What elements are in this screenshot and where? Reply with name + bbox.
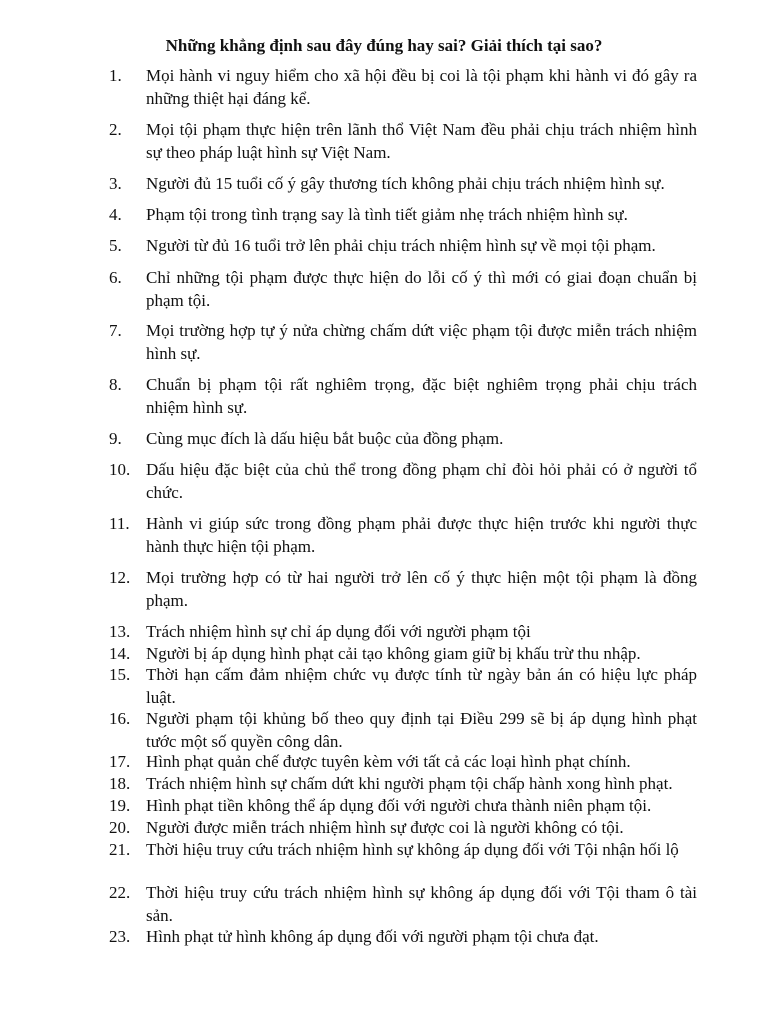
item-text: Mọi trường hợp tự ý nửa chừng chấm dứt việc phạm tội được miễn trách nhiệm hình sự.: [146, 321, 697, 363]
item-number: 4.: [109, 205, 122, 224]
item-number: 12.: [109, 568, 131, 587]
item-text: Chỉ những tội phạm được thực hiện do lỗi cố ý thì mới có giai đoạn chuẩn bị phạm tội.: [146, 268, 697, 310]
item-text: Chuẩn bị phạm tội rất nghiêm trọng, đặc biệt nghiêm trọng phải chịu trách nhiệm hình sự.: [146, 375, 697, 417]
item-text: Hình phạt tử hình không áp dụng đối với người phạm tội chưa đạt.: [146, 927, 599, 946]
item-number: 6.: [109, 268, 122, 287]
item-number: 7.: [109, 321, 122, 340]
item-text: Hành vi giúp sức trong đồng phạm phải được thực hiện trước khi người thực hành thực hiện tội phạm.: [146, 514, 697, 556]
item-number: 17.: [109, 752, 131, 771]
item-text: Mọi trường hợp có từ hai người trở lên cố ý thực hiện một tội phạm là đồng phạm.: [146, 568, 697, 610]
item-text: Người đủ 15 tuổi cố ý gây thương tích không phải chịu trách nhiệm hình sự.: [146, 174, 665, 193]
item-number: 2.: [109, 120, 122, 139]
item-text: Trách nhiệm hình sự chỉ áp dụng đối với người phạm tội: [146, 622, 531, 641]
item-number: 1.: [109, 66, 122, 85]
item-number: 14.: [109, 644, 131, 663]
item-text: Hình phạt tiền không thể áp dụng đối với người chưa thành niên phạm tội.: [146, 796, 652, 815]
item-text: Thời hiệu truy cứu trách nhiệm hình sự không áp dụng đối với Tội tham ô tài sản.: [146, 883, 697, 925]
item-text: Người bị áp dụng hình phạt cải tạo không giam giữ bị khấu trừ thu nhập.: [146, 644, 641, 663]
item-number: 13.: [109, 622, 131, 641]
item-number: 3.: [109, 174, 122, 193]
item-text: Trách nhiệm hình sự chấm dứt khi người phạm tội chấp hành xong hình phạt.: [146, 774, 673, 793]
item-number: 9.: [109, 429, 122, 448]
item-text: Mọi tội phạm thực hiện trên lãnh thổ Việt Nam đều phải chịu trách nhiệm hình sự theo pháp luật hình sự Việt Nam.: [146, 120, 697, 162]
page-title: Những khẳng định sau đây đúng hay sai? Giải thích tại sao?: [165, 36, 603, 55]
item-number: 18.: [109, 774, 131, 793]
item-text: Hình phạt quản chế được tuyên kèm với tất cả các loại hình phạt chính.: [146, 752, 631, 771]
item-number: 19.: [109, 796, 131, 815]
item-text: Cùng mục đích là dấu hiệu bắt buộc của đồng phạm.: [146, 429, 504, 448]
item-number: 16.: [109, 709, 131, 728]
item-number: 11.: [109, 514, 130, 533]
item-text: Người được miễn trách nhiệm hình sự được coi là người không có tội.: [146, 818, 624, 837]
item-text: Dấu hiệu đặc biệt của chủ thể trong đồng phạm chỉ đòi hỏi phải có ở người tổ chức.: [146, 460, 697, 502]
item-text: Phạm tội trong tình trạng say là tình tiết giảm nhẹ trách nhiệm hình sự.: [146, 205, 628, 224]
item-text: Người từ đủ 16 tuổi trở lên phải chịu trách nhiệm hình sự về mọi tội phạm.: [146, 236, 656, 255]
item-text: Thời hiệu truy cứu trách nhiệm hình sự không áp dụng đối với Tội nhận hối lộ: [146, 840, 679, 859]
item-number: 23.: [109, 927, 131, 946]
item-number: 10.: [109, 460, 131, 479]
item-number: 22.: [109, 883, 131, 902]
item-number: 21.: [109, 840, 131, 859]
item-number: 20.: [109, 818, 131, 837]
item-text: Người phạm tội khủng bố theo quy định tại Điều 299 sẽ bị áp dụng hình phạt tước một số quyền công dân.: [146, 709, 697, 751]
item-text: Thời hạn cấm đảm nhiệm chức vụ được tính từ ngày bản án có hiệu lực pháp luật.: [146, 665, 697, 707]
item-number: 8.: [109, 375, 122, 394]
item-number: 5.: [109, 236, 122, 255]
item-text: Mọi hành vi nguy hiểm cho xã hội đều bị coi là tội phạm khi hành vi đó gây ra những thiệt hại đáng kể.: [146, 66, 697, 108]
item-number: 15.: [109, 665, 131, 684]
